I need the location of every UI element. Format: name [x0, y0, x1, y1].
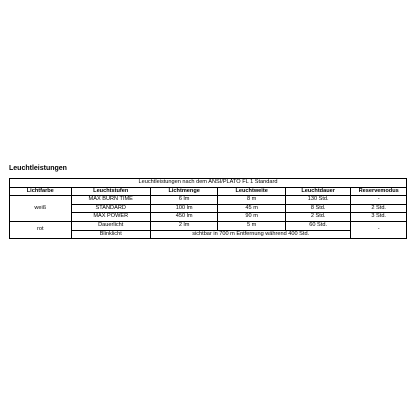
reserve-cell: -: [351, 221, 407, 238]
output-cell: 2 lm: [150, 221, 217, 230]
header-leuchtdauer: Leuchtdauer: [285, 187, 351, 196]
merged-note-cell: sichtbar in 700 m Entfernung während 400 Std.: [150, 230, 350, 239]
duration-cell: 2 Std.: [285, 213, 351, 222]
stage-cell: MAX BURN TIME: [71, 196, 150, 205]
duration-cell: 60 Std.: [285, 221, 351, 230]
range-cell: 45 m: [218, 204, 285, 213]
output-cell: 100 lm: [150, 204, 217, 213]
table-caption: Leuchtleistungen nach dem ANSI/PLATO FL 1 Standard: [10, 179, 407, 188]
color-cell-white: weiß: [10, 196, 72, 222]
stage-cell: Blinklicht: [71, 230, 150, 239]
header-leuchtstufen: Leuchtstufen: [71, 187, 150, 196]
header-reservemodus: Reservemodus: [351, 187, 407, 196]
duration-cell: 130 Std.: [285, 196, 351, 205]
header-lichtfarbe: Lichtfarbe: [10, 187, 72, 196]
table-header-row: [10, 187, 407, 196]
reserve-cell: -: [351, 196, 407, 205]
table-row: [10, 221, 407, 230]
range-cell: 8 m: [218, 196, 285, 205]
header-lichtmenge: Lichtmenge: [150, 187, 217, 196]
stage-cell: MAX POWER: [71, 213, 150, 222]
table-caption-row: [10, 179, 407, 188]
stage-cell: STANDARD: [71, 204, 150, 213]
stage-cell: Dauerlicht: [71, 221, 150, 230]
header-leuchtweite: Leuchtweite: [218, 187, 285, 196]
range-cell: 5 m: [218, 221, 285, 230]
section-title: Leuchtleistungen: [9, 165, 67, 172]
color-cell-red: rot: [10, 221, 72, 238]
output-cell: 450 lm: [150, 213, 217, 222]
light-output-table: [9, 178, 407, 239]
reserve-cell: 2 Std.: [351, 204, 407, 213]
output-cell: 6 lm: [150, 196, 217, 205]
duration-cell: 8 Std.: [285, 204, 351, 213]
range-cell: 90 m: [218, 213, 285, 222]
table-row: [10, 196, 407, 205]
reserve-cell: 3 Std.: [351, 213, 407, 222]
